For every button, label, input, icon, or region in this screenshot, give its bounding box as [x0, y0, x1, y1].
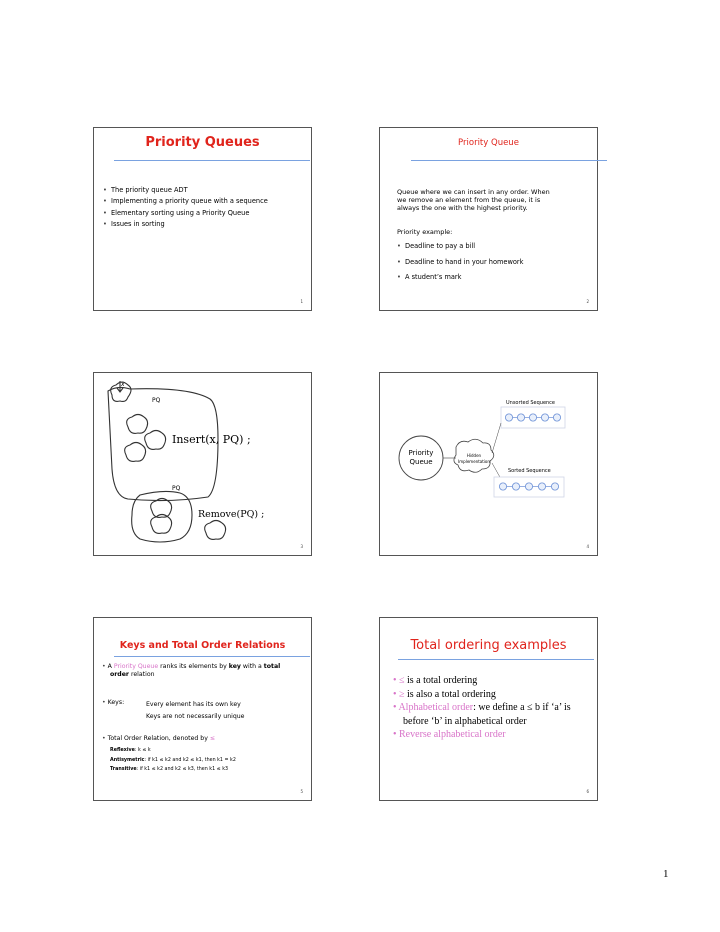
intro-text: [397, 188, 550, 212]
bullet-mark: •: [393, 675, 400, 686]
slide-number: 2: [586, 299, 589, 304]
item-label: x: [121, 381, 125, 388]
slide-title: Keys and Total Order Relations: [119, 640, 286, 651]
list-item: • Implementing a priority queue with a sequence: [102, 196, 268, 207]
pq-label: PQ: [172, 485, 181, 492]
title-rule: [411, 160, 607, 161]
text: A: [107, 663, 114, 670]
remove-call: Remove(PQ) ;: [198, 509, 265, 520]
pq-circle-label: [399, 449, 443, 467]
slide-title: Priority Queue: [458, 138, 519, 148]
unsorted-label: Unsorted Sequence: [506, 400, 556, 406]
slide-number: 3: [300, 544, 303, 549]
highlight-text: Alphabetical order: [398, 702, 474, 713]
highlight-text: ≥: [399, 688, 405, 700]
list-item: • The priority queue ADT: [102, 185, 268, 196]
highlight-text: ≤: [209, 735, 216, 742]
list-item: • Deadline to hand in your homework: [396, 255, 523, 271]
list-item: [393, 688, 571, 702]
slide-3: [93, 372, 312, 556]
text: Keys:: [107, 699, 125, 706]
bullet-pq-definition: [102, 663, 280, 679]
properties-list: [110, 746, 236, 775]
text: : if k1 ≤ k2 and k2 ≤ k3, then k1 ≤ k3: [136, 767, 229, 772]
slide-number: 6: [586, 789, 589, 794]
bullet-list: [102, 185, 268, 231]
text: Every element has its own key: [146, 701, 241, 708]
sequence-node: [505, 414, 512, 421]
hidden-label: [455, 453, 493, 464]
text: : k ≤ k: [134, 748, 151, 753]
keys-details: [146, 699, 245, 723]
intro-line: we remove an element from the queue, it is: [397, 196, 541, 204]
slide-number: 4: [586, 544, 589, 549]
pq-label: PQ: [152, 397, 161, 404]
bold-text: Antisymetric: [110, 757, 145, 763]
bullet-mark: •: [102, 663, 106, 670]
text: before ‘b’ in alphabetical order: [403, 715, 527, 727]
pq-label-line: Priority: [408, 449, 434, 457]
text: : if k1 ≤ k2 and k2 ≤ k1, then k1 = k2: [144, 757, 236, 763]
bullet-mark: •: [393, 729, 400, 740]
sorted-label: Sorted Sequence: [508, 468, 551, 474]
ordering-list: [393, 674, 571, 742]
hidden-label-line: Implementation: [458, 458, 490, 464]
text: is a total ordering: [404, 675, 478, 686]
sequence-node: [553, 414, 560, 421]
slide-number: 5: [300, 789, 303, 794]
slide-6: [379, 617, 598, 801]
text: ranks its elements by: [158, 663, 229, 670]
title-rule: [114, 160, 310, 161]
slide-2: [379, 127, 598, 311]
list-item: [393, 674, 571, 688]
bold-text: Reflexive: [110, 748, 135, 753]
list-item: • A student’s mark: [396, 270, 523, 286]
insert-call: Insert(x, PQ) ;: [172, 433, 251, 446]
bold-text: key: [228, 663, 241, 670]
text: with a: [240, 663, 264, 670]
bullet-mark: •: [102, 735, 106, 742]
text: is also a total ordering: [404, 688, 496, 700]
intro-line: always the one with the highest priority.: [397, 204, 528, 212]
connector: [492, 423, 501, 453]
property-antisymmetric: [110, 756, 236, 766]
title-rule: [398, 659, 594, 660]
sequence-node: [541, 414, 548, 421]
list-item: [393, 701, 571, 715]
intro-line: Queue where we can insert in any order. When: [397, 188, 550, 196]
highlight-text: ≤: [399, 675, 405, 686]
text: : we define a ≤ b if ‘a’ is: [473, 702, 571, 713]
slide-1: [93, 127, 312, 311]
sequence-node: [525, 483, 532, 490]
slide-4: [379, 372, 598, 556]
title-rule: [114, 656, 310, 657]
element-blob: [127, 415, 148, 434]
list-item: • Elementary sorting using a Priority Queue: [102, 208, 268, 219]
bold-text: order: [110, 671, 129, 678]
slide-title: Priority Queues: [145, 135, 260, 150]
pq-sketch: [94, 373, 311, 555]
list-item: • Issues in sorting: [102, 219, 268, 230]
text: relation: [128, 671, 155, 678]
bullet-keys: [102, 699, 124, 707]
text: Total Order Relation, denoted by: [107, 735, 210, 742]
element-blob: [125, 443, 146, 462]
sequence-node: [517, 414, 524, 421]
example-label: Priority example:: [397, 228, 453, 236]
list-item: • Deadline to pay a bill: [396, 239, 523, 255]
bullet-mark: •: [393, 702, 399, 713]
list-item: [393, 728, 571, 742]
sequence-node: [529, 414, 536, 421]
slide-title: Total ordering examples: [410, 638, 567, 653]
page-number: 1: [663, 868, 669, 880]
property-transitive: [110, 765, 236, 775]
slide-5: [93, 617, 312, 801]
hidden-label-line: Hidden: [466, 453, 482, 458]
element-blob: [145, 431, 166, 450]
element-blob: [205, 521, 226, 540]
property-reflexive: [110, 746, 236, 756]
slide-number: 1: [300, 299, 303, 304]
bold-text: total: [263, 663, 281, 670]
bold-text: Transitive: [110, 767, 137, 772]
pq-label-line: Queue: [409, 458, 433, 466]
sequence-node: [551, 483, 558, 490]
bullet-total-order: [102, 735, 215, 743]
bullet-mark: •: [102, 699, 106, 706]
text: Keys are not necessarily unique: [146, 713, 245, 720]
highlight-text: Reverse alphabetical order: [399, 729, 506, 740]
sequence-node: [499, 483, 506, 490]
example-list: [396, 239, 523, 286]
sequence-node: [512, 483, 519, 490]
bullet-mark: •: [393, 688, 400, 700]
sequence-node: [538, 483, 545, 490]
highlight-text: Priority Queue: [113, 663, 159, 670]
